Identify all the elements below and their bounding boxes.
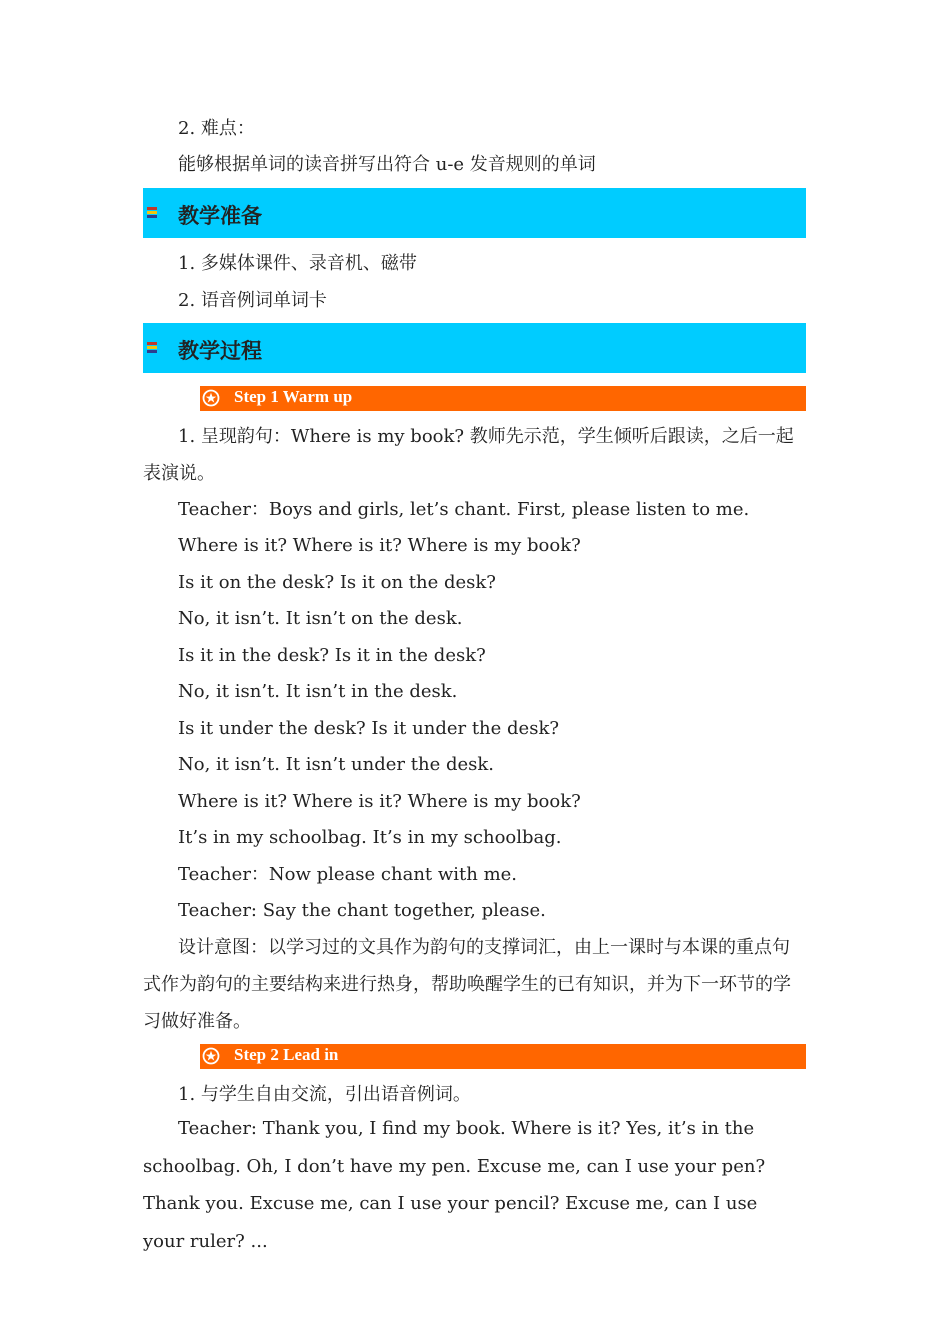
difficulty-heading: 2. 难点： [178, 118, 255, 139]
chant-line: No, it isn’t. It isn’t under the desk. [178, 754, 494, 775]
chant-line: No, it isn’t. It isn’t on the desk. [178, 608, 463, 629]
chant-line: Is it on the desk? Is it on the desk? [178, 572, 496, 593]
chant-line: Is it under the desk? Is it under the desk? [178, 718, 559, 739]
step2-intro: 1. 与学生自由交流，引出语音例词。 [178, 1084, 471, 1105]
chant-line: Where is it? Where is it? Where is my book? [178, 791, 581, 812]
section-title-preparation: 教学准备 [178, 204, 262, 228]
section-bar-process [143, 323, 806, 373]
step2-teacher-text: Teacher: Thank you, I find my book. Where is it? Yes, it’s in the schoolbag. Oh, I don’t have my pen. Excuse me, can I use your pen? Thank you. Excuse me, can I use your pencil? Excuse me, can I use your ruler? ... [143, 1118, 766, 1252]
step-bar-lead-in [200, 1044, 806, 1069]
chant-line: Teacher：Boys and girls, let’s chant. First, please listen to me. [178, 499, 750, 520]
step-bar-warm-up [200, 386, 806, 411]
design-intent: 设计意图：以学习过的文具作为韵句的支撑词汇，由上一课时与本课的重点句式作为韵句的主要结构来进行热身，帮助唤醒学生的已有知识，并为下一环节的学习做好准备。 [143, 937, 791, 1032]
step-title-warm-up: Step 1 Warm up [234, 387, 353, 406]
chant-line: No, it isn’t. It isn’t in the desk. [178, 681, 458, 702]
book-stack-icon [146, 207, 158, 219]
step1-intro: 1. 呈现韵句：Where is my book? 教师先示范，学生倾听后跟读，之后一起表演说。 [143, 426, 794, 484]
book-stack-icon [146, 342, 158, 354]
step-title-lead-in: Step 2 Lead in [234, 1045, 339, 1064]
chant-line: Is it in the desk? Is it in the desk? [178, 645, 486, 666]
section-bar-preparation [143, 188, 806, 238]
chant-line: Teacher: Say the chant together, please. [178, 900, 546, 921]
chant-line: Teacher：Now please chant with me. [178, 864, 518, 885]
difficulty-text: 能够根据单词的读音拼写出符合 u-e 发音规则的单词 [178, 154, 596, 175]
star-circle-icon [202, 389, 220, 407]
preparation-item: 2. 语音例词单词卡 [178, 290, 327, 311]
chant-line: Where is it? Where is it? Where is my book? [178, 535, 581, 556]
preparation-item: 1. 多媒体课件、录音机、磁带 [178, 253, 417, 274]
section-title-process: 教学过程 [178, 339, 262, 363]
chant-line: It’s in my schoolbag. It’s in my schoolbag. [178, 827, 562, 848]
star-circle-icon [202, 1047, 220, 1065]
